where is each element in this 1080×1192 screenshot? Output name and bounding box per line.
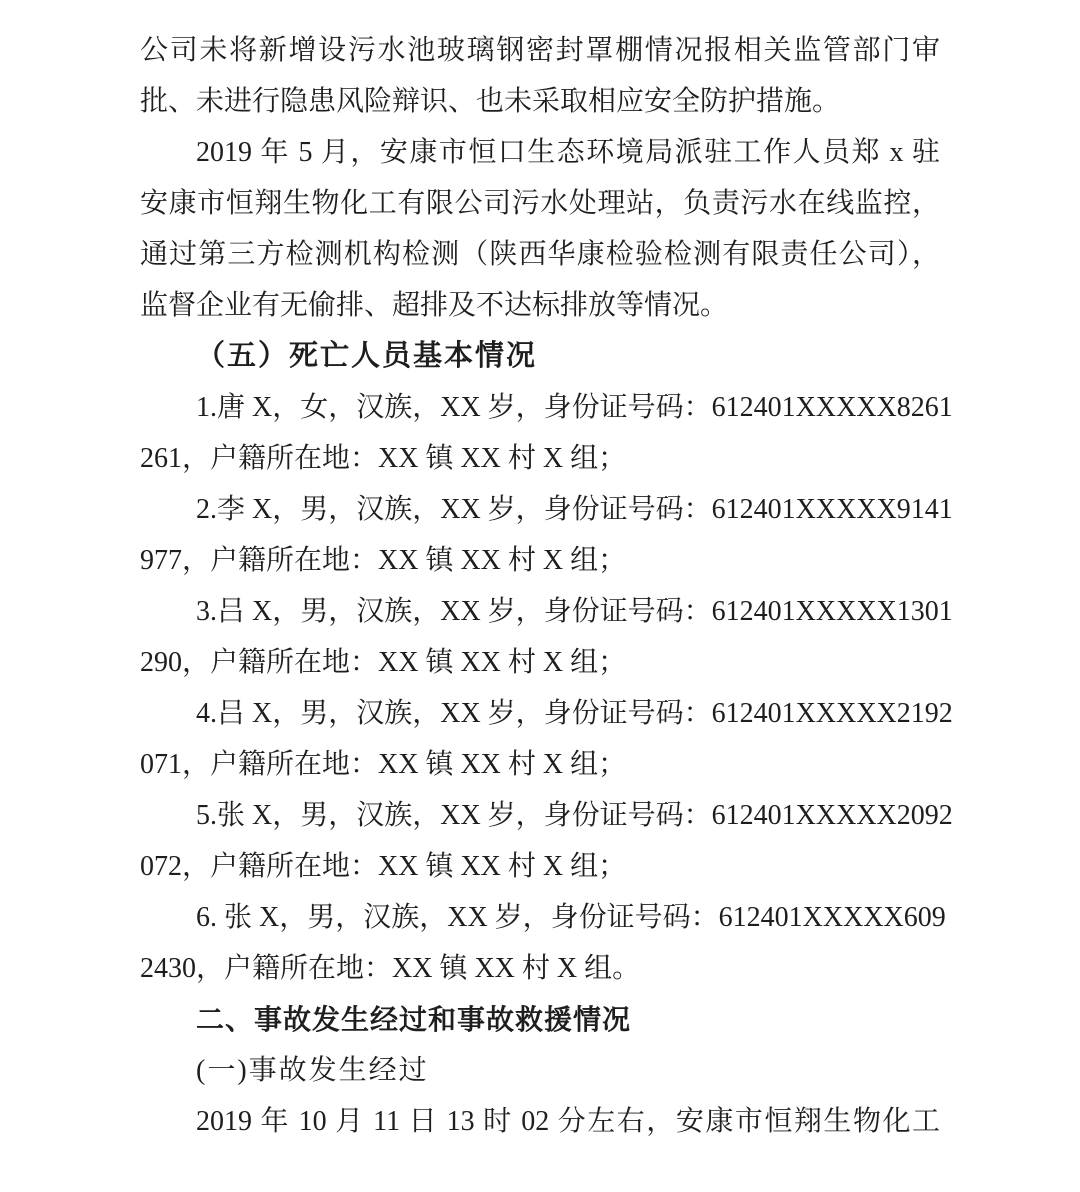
paragraph-line: 安康市恒翔生物化工有限公司污水处理站，负责污水在线监控， bbox=[140, 188, 940, 219]
deceased-item-line: 6. 张 X，男，汉族，XX 岁，身份证号码：612401XXXXX609 bbox=[196, 902, 946, 933]
deceased-item-line: 261，户籍所在地：XX 镇 XX 村 X 组； bbox=[140, 443, 627, 474]
deceased-item-line: 3.吕 X，男，汉族，XX 岁，身份证号码：612401XXXXX1301 bbox=[196, 596, 953, 627]
paragraph-line: 2019 年 5 月，安康市恒口生态环境局派驻工作人员郑 x 驻 bbox=[196, 137, 940, 168]
deceased-item-line: 977，户籍所在地：XX 镇 XX 村 X 组； bbox=[140, 545, 627, 576]
paragraph-line: 2019 年 10 月 11 日 13 时 02 分左右，安康市恒翔生物化工 bbox=[196, 1106, 940, 1137]
subsection-heading: (一)事故发生经过 bbox=[196, 1055, 429, 1086]
deceased-item-line: 071，户籍所在地：XX 镇 XX 村 X 组； bbox=[140, 749, 627, 780]
deceased-item-line: 1.唐 X，女，汉族，XX 岁，身份证号码：612401XXXXX8261 bbox=[196, 392, 953, 423]
paragraph-line: 公司未将新增设污水池玻璃钢密封罩棚情况报相关监管部门审 bbox=[140, 35, 940, 66]
deceased-item-line: 2430，户籍所在地：XX 镇 XX 村 X 组。 bbox=[140, 953, 641, 984]
paragraph-line: 通过第三方检测机构检测（陕西华康检验检测有限责任公司）， bbox=[140, 239, 940, 270]
deceased-item-line: 5.张 X，男，汉族，XX 岁，身份证号码：612401XXXXX2092 bbox=[196, 800, 953, 831]
paragraph-line: 批、未进行隐患风险辩识、也未采取相应安全防护措施。 bbox=[140, 86, 841, 117]
deceased-item-line: 2.李 X，男，汉族，XX 岁，身份证号码：612401XXXXX9141 bbox=[196, 494, 953, 525]
paragraph-line: 监督企业有无偷排、超排及不达标排放等情况。 bbox=[140, 290, 729, 321]
deceased-item-line: 072，户籍所在地：XX 镇 XX 村 X 组； bbox=[140, 851, 627, 882]
section-heading: 二、事故发生经过和事故救援情况 bbox=[196, 1004, 632, 1035]
deceased-item-line: 4.吕 X，男，汉族，XX 岁，身份证号码：612401XXXXX2192 bbox=[196, 698, 953, 729]
deceased-item-line: 290，户籍所在地：XX 镇 XX 村 X 组； bbox=[140, 647, 627, 678]
subsection-heading: （五）死亡人员基本情况 bbox=[196, 340, 538, 372]
